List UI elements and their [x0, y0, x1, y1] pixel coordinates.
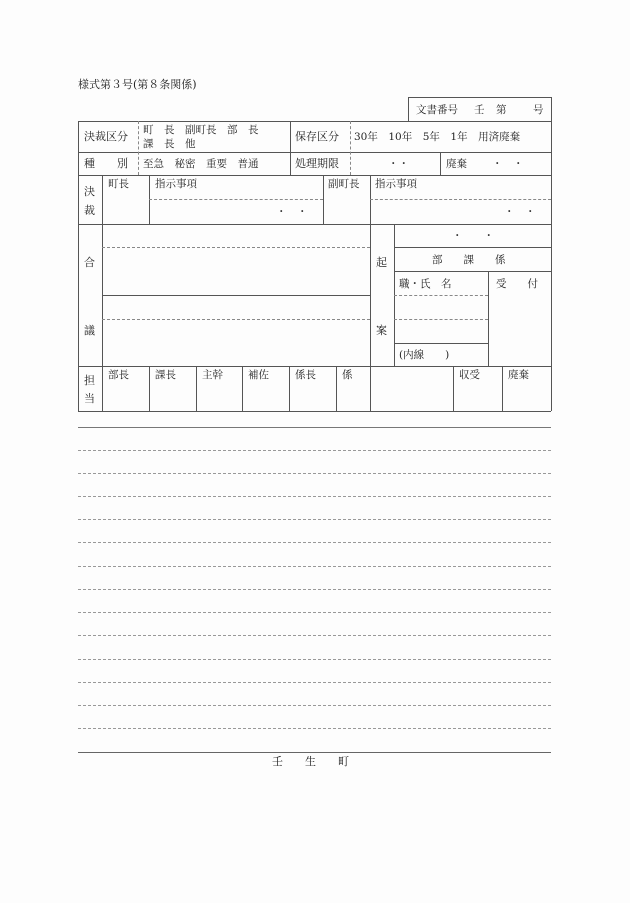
- shubetsu-options: 至急 秘密 重要 普通: [143, 158, 259, 170]
- kian-busho: 部 課 係: [432, 254, 506, 266]
- ruled-line: [78, 589, 551, 590]
- naisen-label: (内線 ): [399, 349, 450, 361]
- hozon-kubun-label: 保存区分: [295, 130, 339, 143]
- tanto-label-2: 当: [84, 392, 95, 405]
- ruled-line: [78, 705, 551, 706]
- hozon-kubun-options: 30年 10年 5年 1年 用済廃棄: [354, 131, 521, 143]
- ruled-line: [78, 519, 551, 520]
- gogi-label-1: 合: [84, 256, 95, 269]
- fuku-chocho-label: 副町長: [328, 178, 360, 190]
- gogi-label-2: 議: [84, 324, 95, 337]
- kessai-kubun-label: 決裁区分: [84, 130, 128, 143]
- shiji-jiko-label-1: 指示事項: [155, 178, 197, 190]
- haiki-label: 廃棄: [446, 158, 467, 170]
- tanto-col-kacho: 課長: [155, 369, 176, 381]
- ruled-line: [78, 450, 551, 451]
- shiji-date-1: ・ ・: [276, 206, 308, 218]
- shori-kigen-value: ・・: [388, 158, 409, 170]
- chocho-label: 町長: [108, 178, 129, 190]
- ruled-line: [78, 682, 551, 683]
- footer-town-name: 壬 生 町: [272, 755, 349, 768]
- shori-kigen-label: 処理期限: [295, 157, 339, 170]
- kian-label-1: 起: [376, 256, 387, 269]
- shubetsu-label: 種 別: [84, 157, 128, 170]
- tanto-col-shukan: 主幹: [202, 369, 223, 381]
- tanto-col-bucho: 部長: [108, 369, 129, 381]
- ruled-line: [78, 635, 551, 636]
- shoku-shimei-label: 職・氏 名: [399, 278, 452, 290]
- doc-number-prefix: 壬: [474, 104, 485, 116]
- ruled-line: [78, 612, 551, 613]
- ruled-line: [78, 542, 551, 543]
- doc-number-go: 号: [533, 104, 544, 116]
- form-title: 様式第３号(第８条関係): [78, 78, 197, 91]
- uketsuke-label: 受 付: [496, 278, 538, 290]
- kessai-kubun-line2: 課 長 他: [143, 138, 196, 150]
- kian-date: ・ ・: [452, 230, 494, 242]
- shiji-date-2: ・ ・: [504, 206, 536, 218]
- tanto-col-haiki: 廃棄: [508, 369, 529, 381]
- ruled-line: [78, 659, 551, 660]
- ruled-line: [78, 473, 551, 474]
- kian-label-2: 案: [376, 324, 387, 337]
- doc-number-dai: 第: [496, 104, 507, 116]
- ruled-line: [78, 496, 551, 497]
- kessai-label-1: 決: [84, 185, 95, 198]
- ruled-line: [78, 566, 551, 567]
- tanto-label-1: 担: [84, 374, 95, 387]
- kessai-kubun-line1: 町 長 副町長 部 長: [143, 124, 259, 136]
- kessai-label-2: 裁: [84, 204, 95, 217]
- tanto-col-kakaricho: 係長: [295, 369, 316, 381]
- shiji-jiko-label-2: 指示事項: [375, 178, 417, 190]
- doc-number-label: 文書番号: [416, 104, 458, 116]
- tanto-col-kakari: 係: [342, 369, 353, 381]
- tanto-col-shuju: 収受: [459, 369, 480, 381]
- ruled-line: [78, 728, 551, 729]
- tanto-col-hosa: 補佐: [248, 369, 269, 381]
- haiki-value: ・ ・: [492, 158, 524, 170]
